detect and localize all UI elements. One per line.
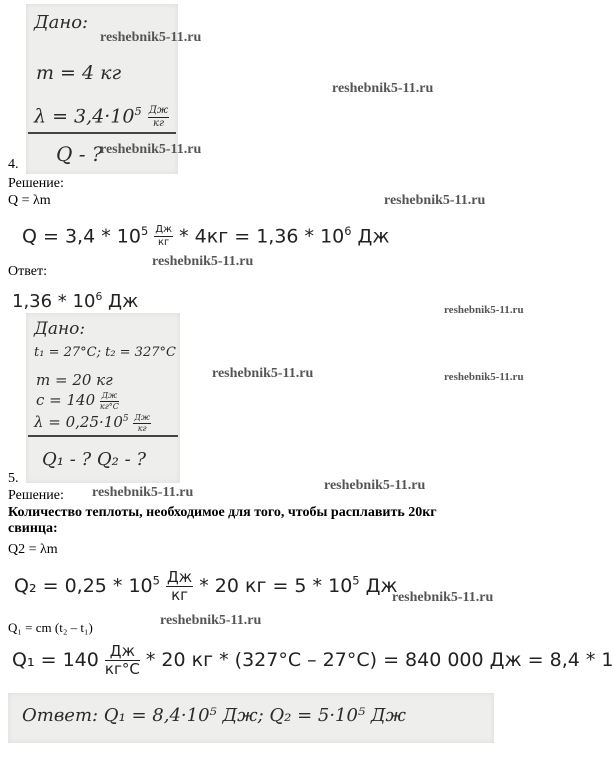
given-mass: m = 20 кг	[36, 371, 113, 389]
problem-number-5: 5.	[8, 471, 19, 486]
given-lambda: $\lambda = 3,4\cdot 10^5$ $\frac{Дж}{кг}$	[34, 104, 169, 129]
solution-label-4: Решение:	[8, 176, 64, 191]
answer-5: Ответ: Q₁ = 8,4·10⁵ Дж; Q₂ = 5·10⁵ Дж	[22, 705, 406, 726]
answer-label-4: Ответ:	[8, 264, 47, 279]
given-mass: m = 4 кг	[36, 62, 122, 84]
watermark: reshebnik5-11.ru	[212, 366, 314, 381]
given-divider	[28, 435, 178, 437]
watermark: reshebnik5-11.ru	[384, 193, 486, 208]
given-find: Q - ?	[56, 142, 103, 166]
formula-4: Q = λm	[8, 193, 51, 208]
watermark: reshebnik5-11.ru	[152, 254, 254, 269]
watermark: reshebnik5-11.ru	[444, 304, 524, 316]
calc-4: $Q = 3,4 * 10^5$ $\frac{Дж}{кг}$ * $4кг = 1,36 * 10^6$ Дж	[22, 224, 390, 249]
answer-4: $1,36 * 10^6$ Дж	[12, 290, 139, 312]
given-lambda: $\lambda = 0,25\cdot 10^5$ $\frac{Дж}{кг}$	[34, 412, 150, 433]
given-c: c = 140 $\frac{Дж}{кг^\circ С}$	[36, 390, 119, 411]
given-find: Q₁ - ? Q₂ - ?	[42, 449, 147, 470]
given-photo-5	[26, 313, 180, 483]
watermark: reshebnik5-11.ru	[392, 590, 494, 605]
calc-q1: Q₁ = 140 $\frac{Дж}{кг^\circ С}$ * 20 кг * (327°С – 27°С) = 840 000 Дж = 8,4 * 1	[12, 642, 613, 678]
formula-q1: Q₁ = cm (t₂ – t₁)	[8, 620, 93, 635]
watermark: reshebnik5-11.ru	[100, 30, 202, 45]
heading-5: Количество теплоты, необходимое для того, чтобы расплавить 20кг свинца:	[8, 505, 437, 536]
watermark: reshebnik5-11.ru	[92, 485, 194, 500]
watermark: reshebnik5-11.ru	[100, 142, 202, 157]
watermark: reshebnik5-11.ru	[444, 371, 524, 383]
watermark: reshebnik5-11.ru	[160, 613, 262, 628]
given-divider	[28, 132, 176, 134]
watermark: reshebnik5-11.ru	[332, 81, 434, 96]
problem-number-4: 4.	[8, 157, 19, 172]
answer-photo-5	[8, 693, 494, 743]
solution-label-5: Решение:	[8, 488, 64, 503]
calc-q2: $Q_2 = 0,25 * 10^5$ $\frac{Дж}{кг}$ * 20 кг = $5 * 10^5$ Дж	[14, 568, 398, 604]
watermark: reshebnik5-11.ru	[324, 478, 426, 493]
given-title: Дано:	[34, 12, 89, 33]
given-temps: t₁ = 27°C; t₂ = 327°C	[34, 345, 176, 360]
given-title: Дано:	[34, 319, 86, 339]
formula-q2: Q2 = λm	[8, 542, 58, 557]
